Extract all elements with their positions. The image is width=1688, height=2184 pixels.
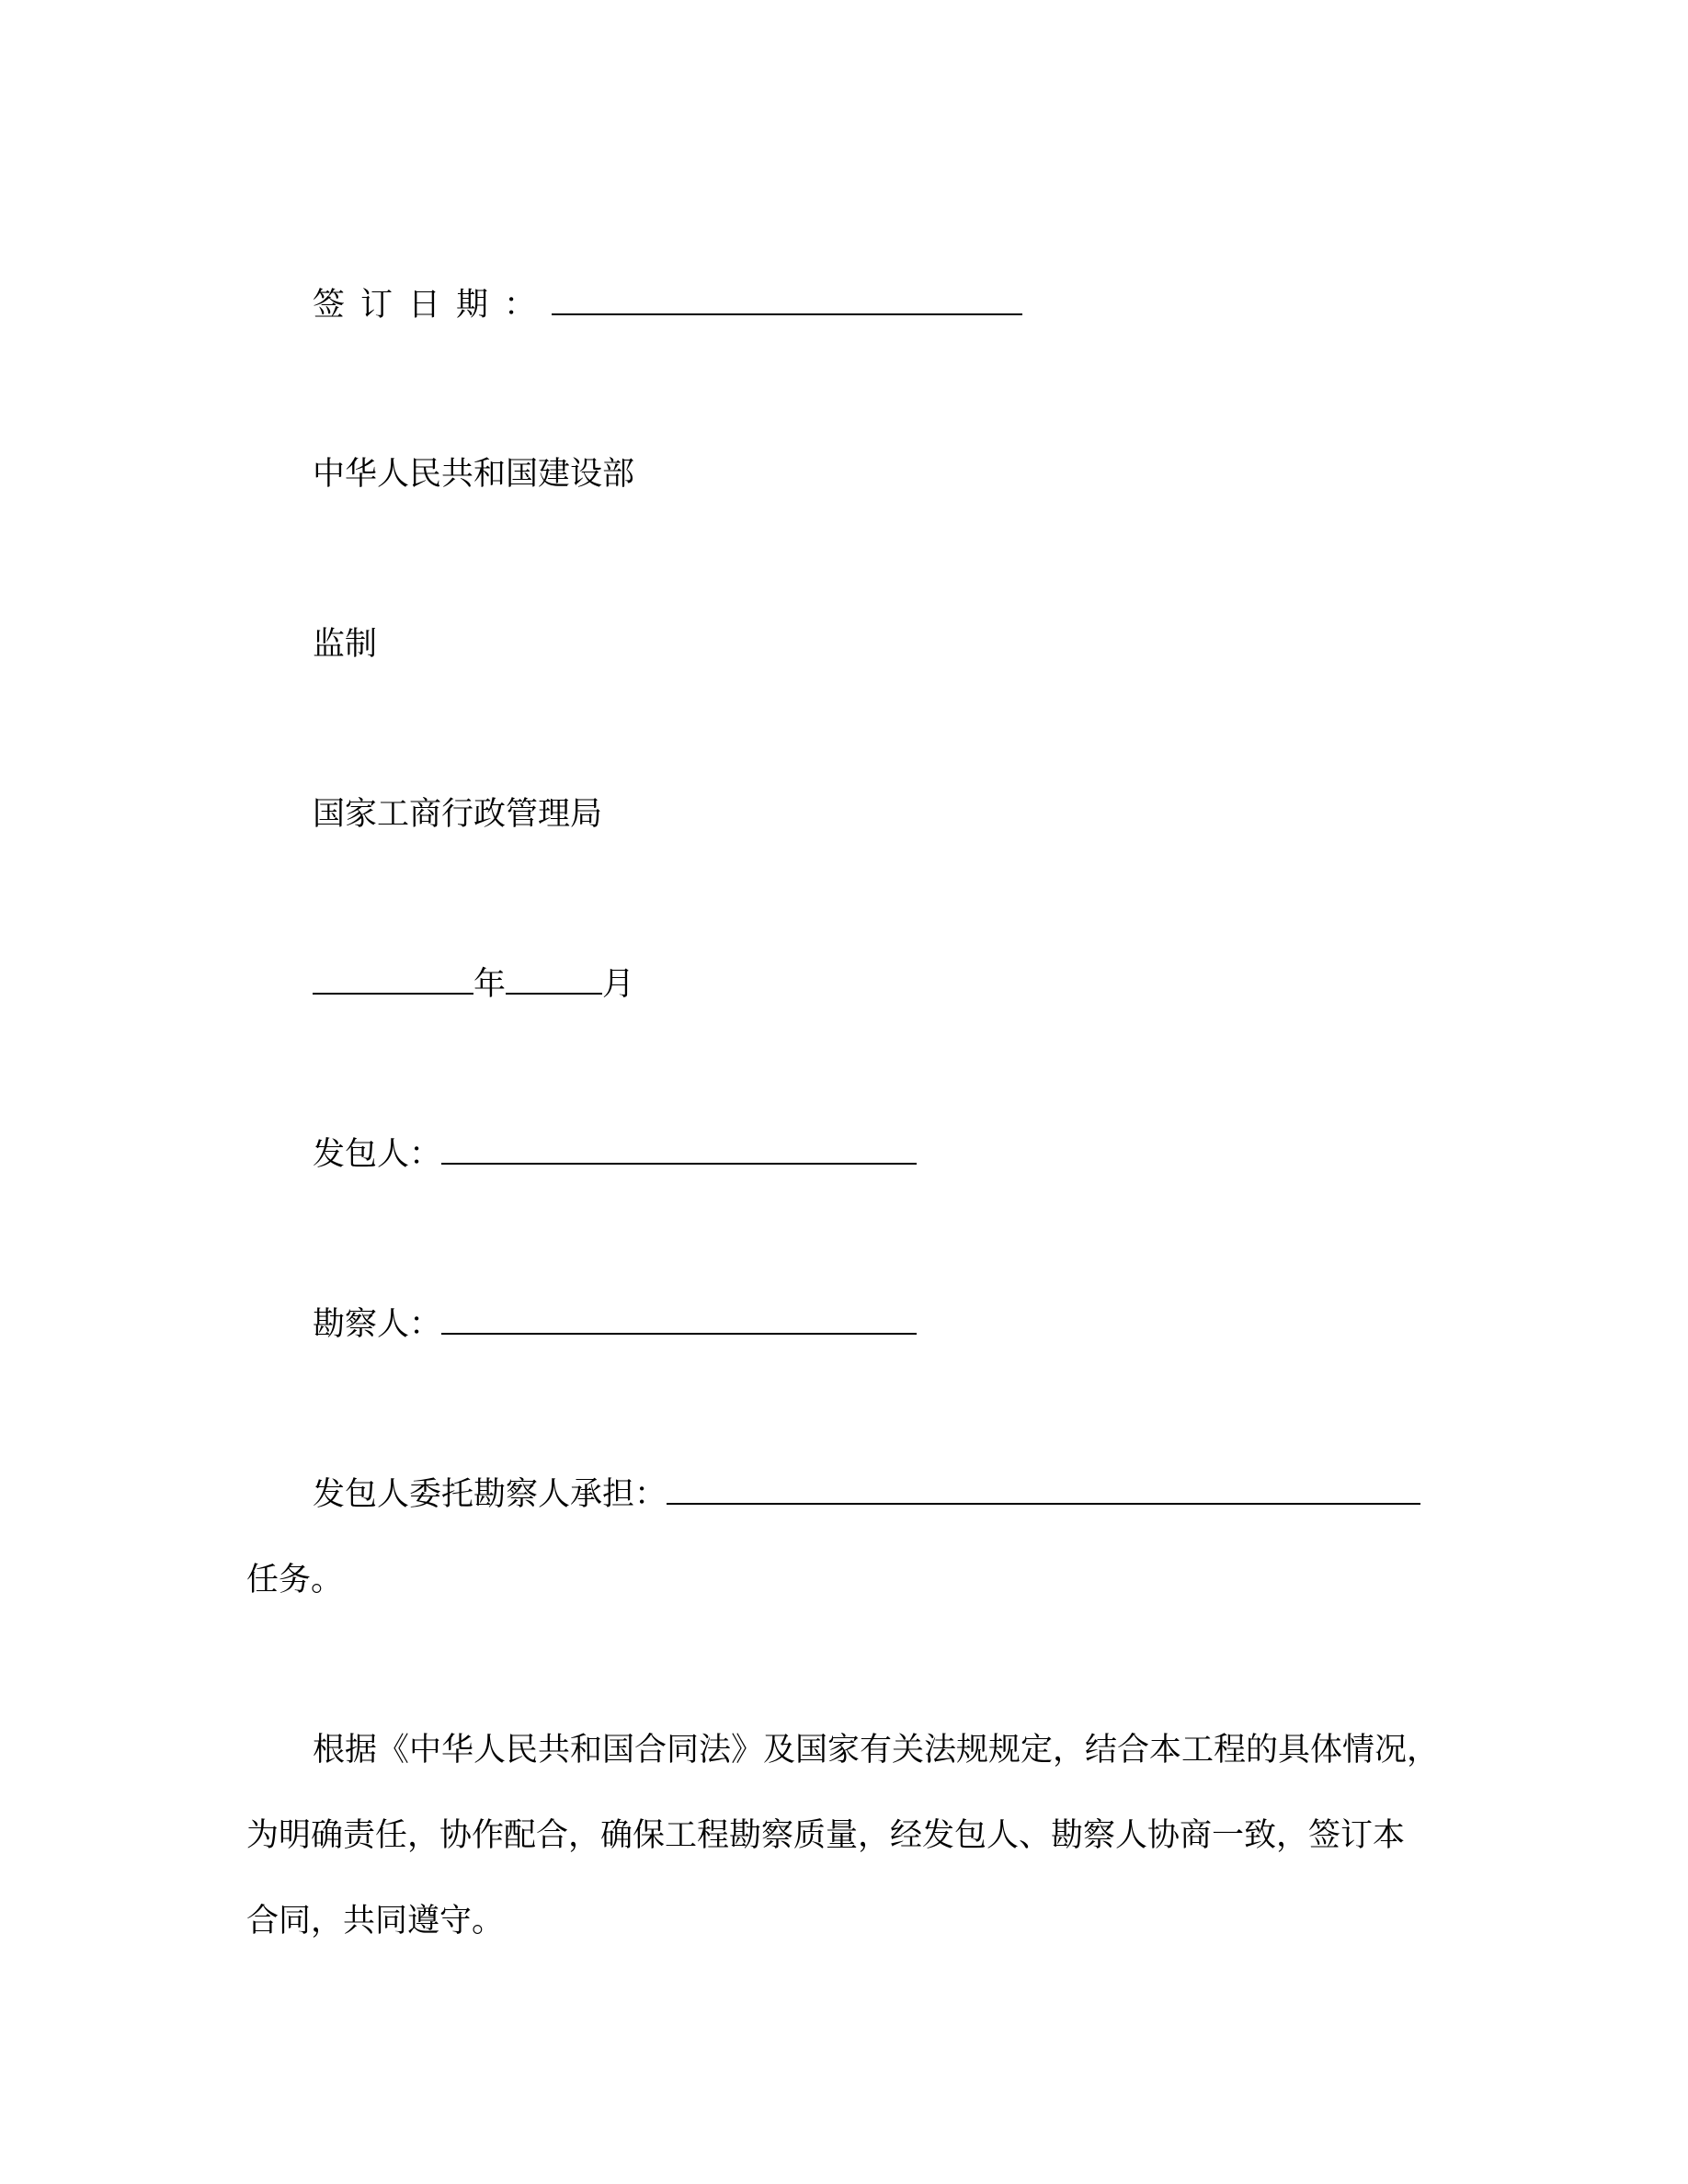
commission-text: 发包人委托勘察人承担：	[313, 1476, 667, 1513]
month-label: 月	[602, 966, 635, 1003]
surveyor-row	[313, 1304, 917, 1345]
year-blank[interactable]	[313, 965, 473, 995]
preamble-line-3: 合同，共同遵守。	[246, 1903, 505, 1939]
employer-label: 发包人：	[313, 1136, 442, 1173]
surveyor-blank[interactable]	[441, 1305, 917, 1335]
preamble-line-2: 为明确责任，协作配合，确保工程勘察质量，经发包人、勘察人协商一致，签订本	[246, 1817, 1406, 1854]
commission-tail: 任务。	[246, 1562, 344, 1598]
ministry-name: 中华人民共和国建设部	[313, 456, 635, 493]
month-blank[interactable]	[506, 965, 602, 995]
signing-date-row	[313, 285, 1022, 325]
preamble-line-1: 根据《中华人民共和国合同法》及国家有关法规规定，结合本工程的具体情况，	[313, 1732, 1440, 1769]
signing-date-blank[interactable]	[552, 286, 1022, 315]
surveyor-label: 勘察人：	[313, 1306, 442, 1343]
commission-blank[interactable]	[667, 1475, 1420, 1505]
signing-date-label: 签订日期：	[313, 287, 553, 324]
employer-row	[313, 1134, 917, 1175]
supervision-text: 监制	[313, 626, 378, 663]
year-month-row	[313, 964, 634, 1005]
commission-row	[313, 1474, 1420, 1515]
year-label: 年	[473, 966, 507, 1003]
employer-blank[interactable]	[441, 1135, 917, 1165]
bureau-name: 国家工商行政管理局	[313, 796, 603, 833]
